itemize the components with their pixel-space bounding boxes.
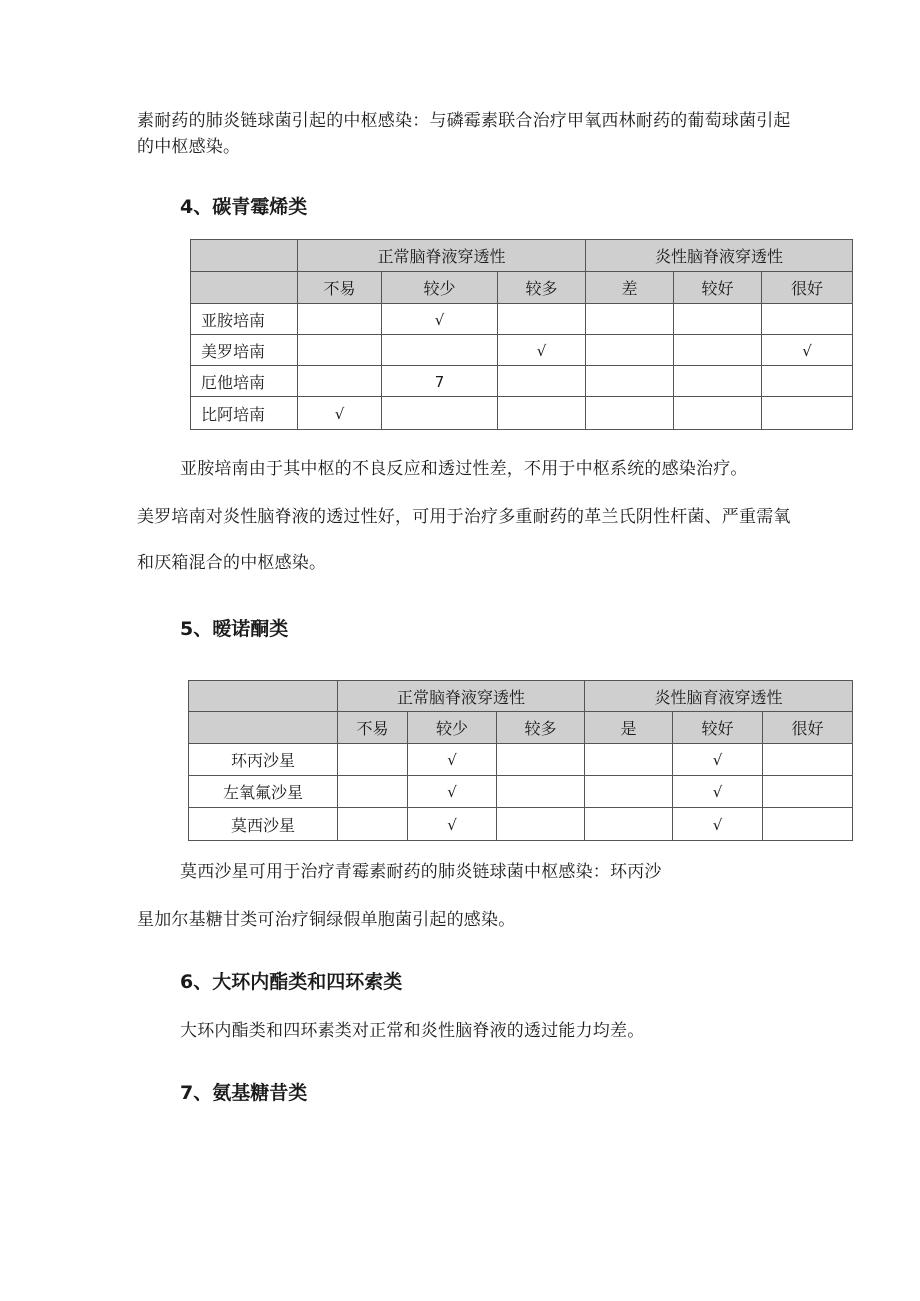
check-mark: √ bbox=[802, 341, 812, 360]
section-5-para-2: 星加尔基糖甘类可治疗铜绿假单胞菌引起的感染。 bbox=[137, 910, 516, 930]
intro-line-1: 素耐药的肺炎链球菌引起的中枢感染：与磷霉素联合治疗甲氧西林耐药的葡萄球菌引起 bbox=[137, 111, 791, 131]
subheader: 较好 bbox=[673, 712, 763, 744]
table-row bbox=[189, 776, 853, 808]
table-cell bbox=[673, 776, 763, 808]
section-4-heading: 4、碳青霉烯类 bbox=[180, 196, 308, 218]
table-cell bbox=[498, 397, 586, 430]
table-cell bbox=[762, 304, 853, 335]
drug-name: 左氧氟沙星 bbox=[189, 776, 338, 808]
table-cell bbox=[497, 744, 585, 776]
table-cell bbox=[674, 366, 762, 397]
check-mark: 7 bbox=[434, 372, 445, 391]
subheader: 较多 bbox=[498, 272, 586, 304]
table-cell bbox=[673, 808, 763, 841]
group-normal-csf: 正常脑脊液穿透性 bbox=[338, 681, 585, 712]
group-normal-csf: 正常脑脊液穿透性 bbox=[298, 240, 586, 272]
table-row bbox=[191, 397, 853, 430]
drug-name: 厄他培南 bbox=[191, 366, 298, 397]
table-cell bbox=[382, 335, 498, 366]
section-5-para-1: 莫西沙星可用于治疗青霉素耐药的肺炎链球菌中枢感染：环丙沙 bbox=[180, 862, 662, 882]
group-inflamed-csf: 炎性脑脊液穿透性 bbox=[586, 240, 853, 272]
carbapenem-table bbox=[190, 239, 853, 430]
table-cell bbox=[498, 304, 586, 335]
table-cell bbox=[586, 366, 674, 397]
fluoroquinolone-table bbox=[188, 680, 853, 841]
table-cell bbox=[408, 744, 497, 776]
table-cell bbox=[298, 366, 382, 397]
subheader: 很好 bbox=[763, 712, 853, 744]
check-mark: √ bbox=[334, 404, 345, 423]
corner-cell bbox=[191, 272, 298, 304]
table-row bbox=[191, 304, 853, 335]
section-4-para-2-line-2: 和厌箱混合的中枢感染。 bbox=[137, 553, 327, 573]
table-cell bbox=[762, 366, 853, 397]
table-cell bbox=[408, 808, 497, 841]
section-4-para-1: 亚胺培南由于其中枢的不良反应和透过性差，不用于中枢系统的感染治疗。 bbox=[180, 459, 748, 479]
subheader: 较少 bbox=[408, 712, 497, 744]
drug-name: 比阿培南 bbox=[191, 397, 298, 430]
table-cell bbox=[497, 808, 585, 841]
corner-cell bbox=[189, 712, 338, 744]
check-mark: √ bbox=[712, 751, 723, 769]
table-cell bbox=[585, 808, 673, 841]
table-row bbox=[189, 744, 853, 776]
table-cell bbox=[586, 397, 674, 430]
check-mark: √ bbox=[447, 751, 457, 769]
table-cell bbox=[497, 776, 585, 808]
check-mark: √ bbox=[447, 783, 457, 801]
subheader: 差 bbox=[586, 272, 674, 304]
table-cell bbox=[382, 397, 498, 430]
table-cell bbox=[408, 776, 497, 808]
table-cell bbox=[585, 744, 673, 776]
table-cell bbox=[585, 776, 673, 808]
subheader: 较多 bbox=[497, 712, 585, 744]
section-5-heading: 5、暧诺酮类 bbox=[180, 618, 289, 640]
table-cell bbox=[338, 744, 408, 776]
corner-cell bbox=[189, 681, 338, 712]
table-row bbox=[191, 366, 853, 397]
table-cell bbox=[298, 335, 382, 366]
table-row bbox=[191, 335, 853, 366]
table-cell bbox=[586, 304, 674, 335]
table-cell bbox=[762, 335, 853, 366]
subheader: 很好 bbox=[762, 272, 853, 304]
group-inflamed-csf: 炎性脑育液穿透性 bbox=[585, 681, 853, 712]
table-row bbox=[189, 808, 853, 841]
table-cell bbox=[763, 744, 853, 776]
drug-name: 莫西沙星 bbox=[189, 808, 338, 841]
subheader: 较少 bbox=[382, 272, 498, 304]
section-6-para: 大环内酯类和四环素类对正常和炎性脑脊液的透过能力均差。 bbox=[180, 1021, 645, 1041]
table-cell bbox=[298, 397, 382, 430]
drug-name: 亚胺培南 bbox=[191, 304, 298, 335]
subheader: 不易 bbox=[298, 272, 382, 304]
table-cell bbox=[586, 335, 674, 366]
table-cell bbox=[382, 366, 498, 397]
check-mark: √ bbox=[536, 341, 547, 360]
check-mark: √ bbox=[712, 783, 723, 801]
table-cell bbox=[674, 304, 762, 335]
table-cell bbox=[338, 808, 408, 841]
drug-name: 美罗培南 bbox=[191, 335, 298, 366]
subheader: 较好 bbox=[674, 272, 762, 304]
check-mark: √ bbox=[447, 815, 457, 834]
table-cell bbox=[763, 808, 853, 841]
table-cell bbox=[382, 304, 498, 335]
section-6-heading: 6、大环内酯类和四环索类 bbox=[180, 971, 403, 993]
subheader: 不易 bbox=[338, 712, 408, 744]
table-cell bbox=[763, 776, 853, 808]
check-mark: √ bbox=[434, 310, 445, 329]
table-cell bbox=[498, 335, 586, 366]
table-cell bbox=[674, 335, 762, 366]
section-7-heading: 7、氨基糖昔类 bbox=[180, 1082, 308, 1104]
table-cell bbox=[498, 366, 586, 397]
table-cell bbox=[338, 776, 408, 808]
table-cell bbox=[298, 304, 382, 335]
table-cell bbox=[673, 744, 763, 776]
table-cell bbox=[762, 397, 853, 430]
subheader: 是 bbox=[585, 712, 673, 744]
corner-cell bbox=[191, 240, 298, 272]
drug-name: 环丙沙星 bbox=[189, 744, 338, 776]
table-cell bbox=[674, 397, 762, 430]
section-4-para-2-line-1: 美罗培南对炎性脑脊液的透过性好，可用于治疗多重耐药的革兰氏阴性杆菌、严重需氧 bbox=[137, 507, 791, 527]
intro-line-2: 的中枢感染。 bbox=[137, 137, 241, 157]
check-mark: √ bbox=[712, 815, 723, 834]
